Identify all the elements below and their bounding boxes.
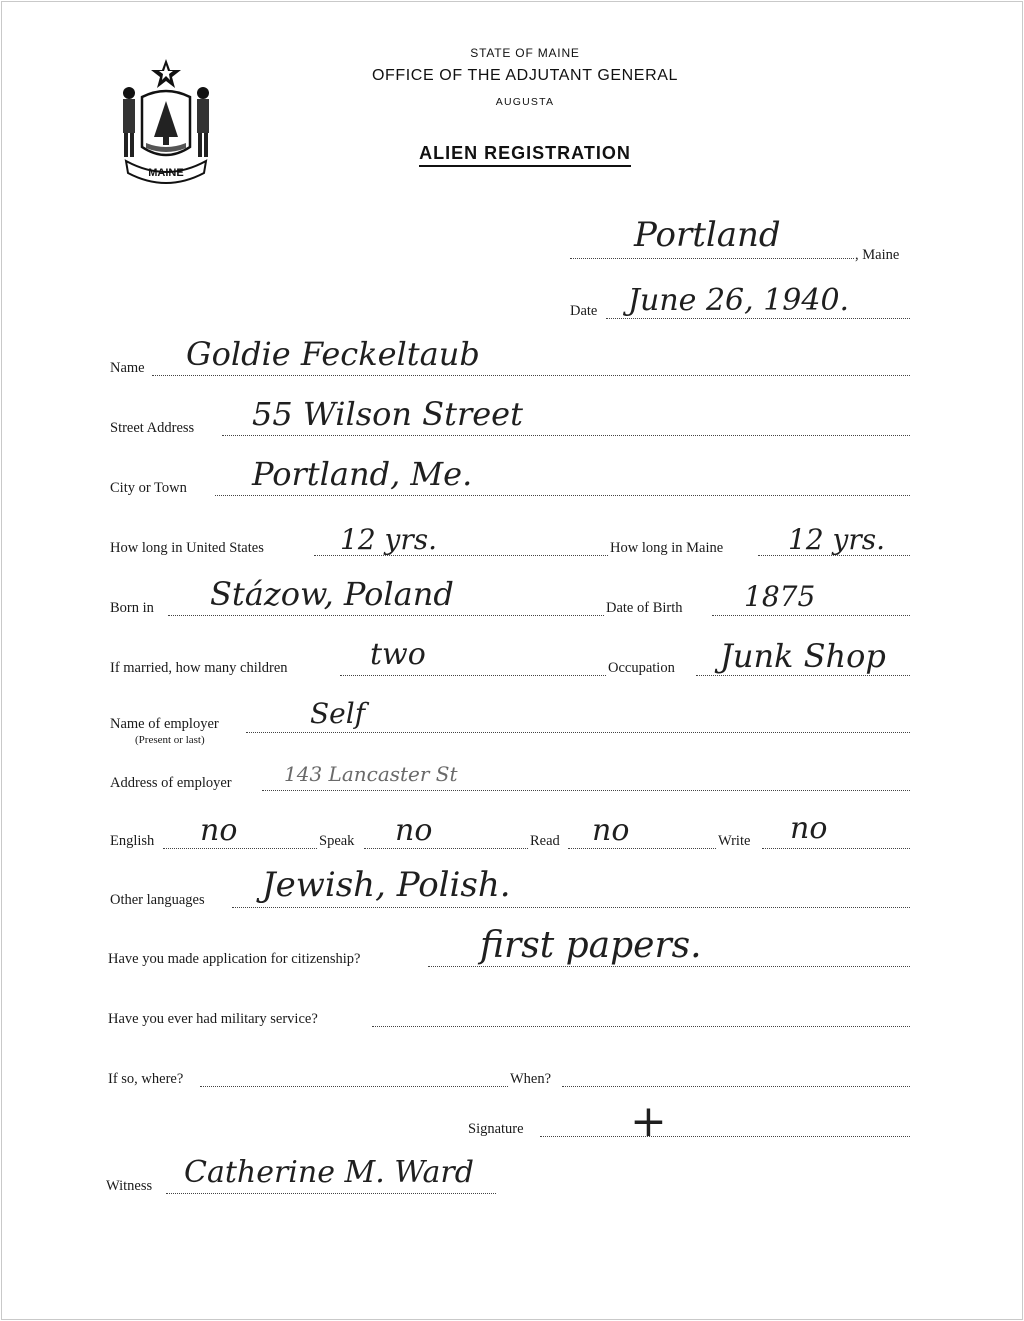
employer-line [246, 732, 910, 733]
english-value: no [200, 813, 238, 848]
dob-value: 1875 [744, 580, 816, 613]
english-label: English [110, 833, 155, 849]
signature-label: Signature [468, 1121, 524, 1137]
street-value: 55 Wilson Street [252, 395, 523, 433]
street-line [222, 435, 910, 436]
signature-mark: + [630, 1096, 667, 1147]
form-title: ALIEN REGISTRATION [13, 143, 1024, 164]
english-line [163, 848, 317, 849]
city-label: City or Town [110, 480, 187, 496]
date-label: Date [570, 303, 598, 319]
maine-duration-label: How long in Maine [610, 540, 724, 556]
dob-line [712, 615, 910, 616]
where-line [200, 1086, 508, 1087]
read-value: no [592, 813, 630, 848]
employer-value: Self [310, 697, 366, 730]
city-value: Portland, Me. [252, 455, 473, 493]
children-label: If married, how many children [110, 660, 288, 676]
military-line [372, 1026, 910, 1027]
where-label: If so, where? [108, 1071, 184, 1087]
place-line [570, 258, 854, 259]
occupation-line [696, 675, 910, 676]
other-languages-label: Other languages [110, 892, 205, 908]
maine-duration-value: 12 yrs. [788, 523, 886, 556]
name-line [152, 375, 910, 376]
speak-value: no [395, 813, 433, 848]
city-line [215, 495, 910, 496]
employer-address-line [262, 790, 910, 791]
place-value: Portland [634, 215, 781, 255]
born-in-label: Born in [110, 600, 154, 616]
write-line [762, 848, 910, 849]
office-heading: OFFICE OF THE ADJUTANT GENERAL [371, 67, 679, 84]
name-label: Name [110, 360, 145, 376]
employer-address-value: 143 Lancaster St [284, 762, 458, 786]
state-heading: STATE OF MAINE [470, 46, 580, 60]
city-heading: AUGUSTA [495, 96, 555, 108]
citizenship-value: first papers. [480, 925, 702, 966]
speak-line [364, 848, 528, 849]
citizenship-line [428, 966, 910, 967]
occupation-label: Occupation [608, 660, 675, 676]
name-value: Goldie Feckeltaub [186, 335, 480, 373]
employer-note: (Present or last) [135, 734, 205, 746]
born-in-value: Stázow, Poland [210, 575, 454, 613]
place-suffix-label: , Maine [855, 247, 900, 263]
dob-label: Date of Birth [606, 600, 683, 616]
speak-label: Speak [319, 833, 355, 849]
other-languages-line [232, 907, 910, 908]
children-value: two [370, 637, 426, 672]
born-in-line [168, 615, 604, 616]
other-languages-value: Jewish, Polish. [262, 865, 511, 905]
date-value: June 26, 1940. [628, 283, 850, 318]
date-line [606, 318, 910, 319]
street-label: Street Address [110, 420, 195, 436]
occupation-value: Junk Shop [720, 637, 886, 675]
witness-signature: Catherine M. Ward [184, 1155, 474, 1190]
when-label: When? [510, 1071, 552, 1087]
witness-line [166, 1193, 496, 1194]
citizenship-label: Have you made application for citizenship? [108, 951, 361, 967]
us-duration-label: How long in United States [110, 540, 264, 556]
witness-label: Witness [106, 1178, 153, 1194]
svg-text:MAINE: MAINE [148, 167, 184, 179]
children-line [340, 675, 606, 676]
write-value: no [790, 811, 828, 846]
write-label: Write [718, 833, 751, 849]
military-label: Have you ever had military service? [108, 1011, 318, 1027]
signature-line [540, 1136, 910, 1137]
read-label: Read [530, 833, 560, 849]
read-line [568, 848, 716, 849]
employer-address-label: Address of employer [110, 775, 232, 791]
employer-label: Name of employer [110, 716, 219, 732]
us-duration-value: 12 yrs. [340, 523, 438, 556]
when-line [562, 1086, 910, 1087]
